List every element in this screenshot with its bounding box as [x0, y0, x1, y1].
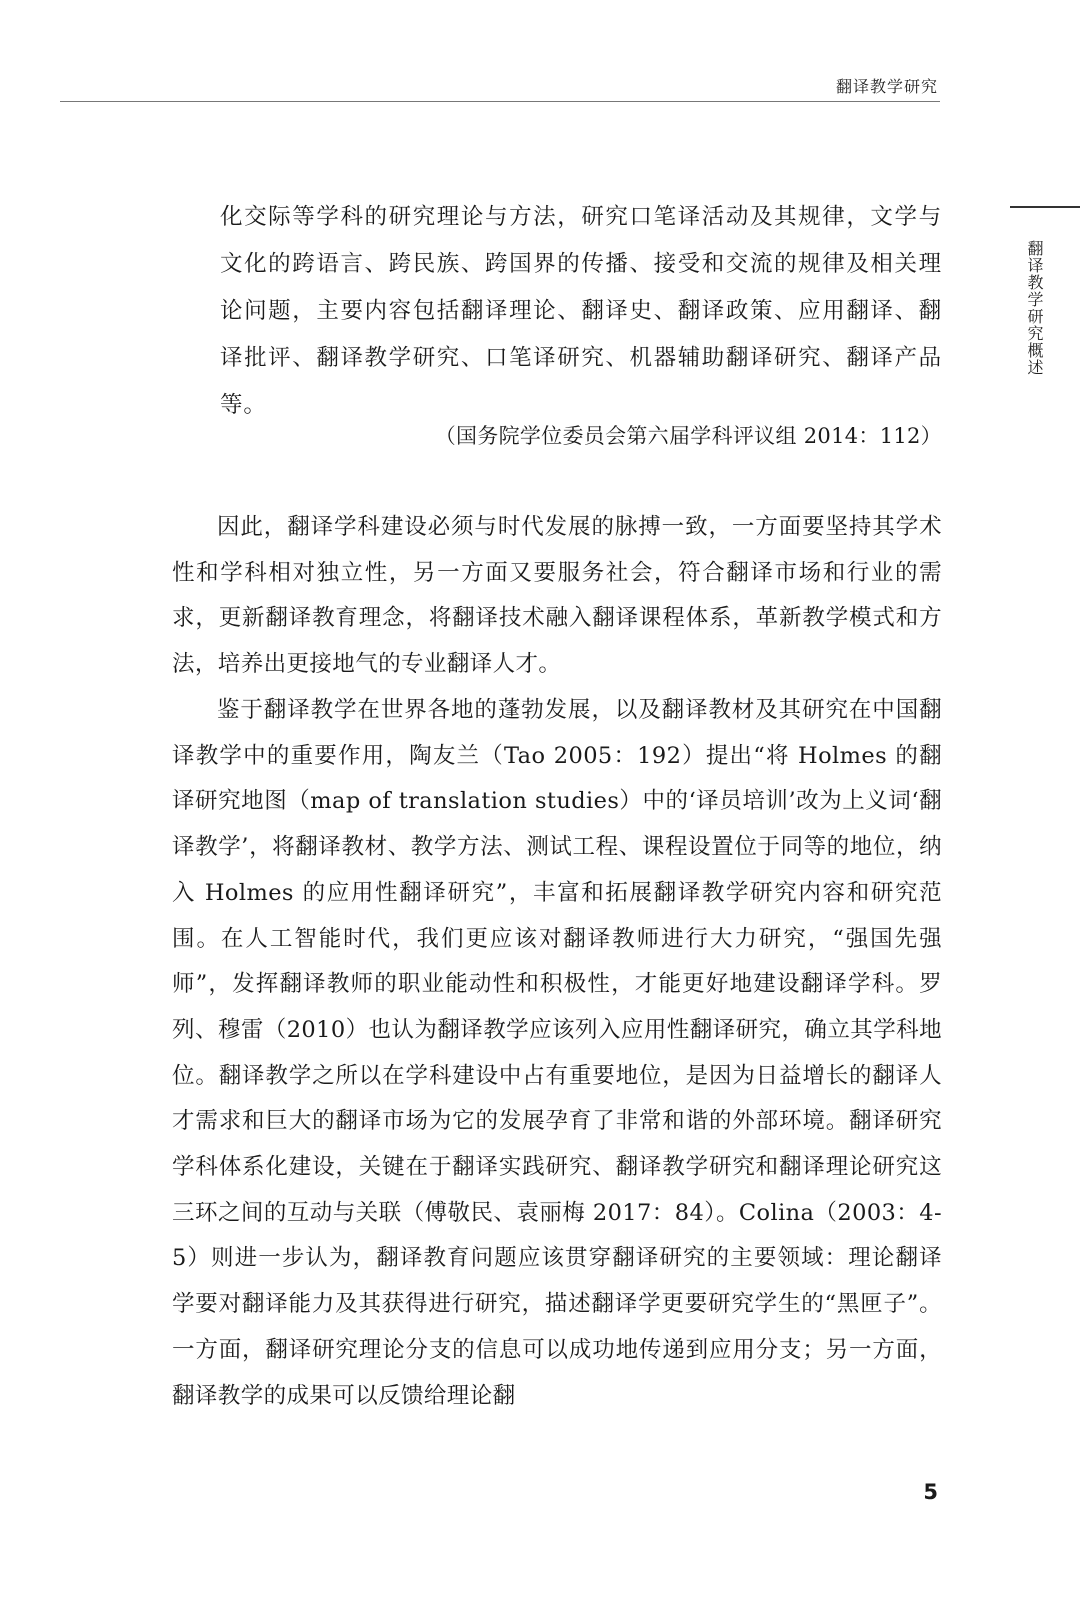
block-quote: 化交际等学科的研究理论与方法，研究口笔译活动及其规律，文学与文化的跨语言、跨民族、跨国界的传播、接受和交流的规律及相关理论问题，主要内容包括翻译理论、翻译史、翻译政策、应用翻译、翻译批评、翻译教学研究、口笔译研究、机器辅助翻译研究、翻译产品等。 — [220, 204, 942, 418]
chapter-side-tab: 翻译教学研究概述 — [1025, 240, 1044, 376]
side-tab-rule — [1010, 206, 1080, 208]
page-number: 5 — [923, 1480, 938, 1504]
header-rule — [60, 101, 940, 102]
running-head-title: 翻译教学研究 — [835, 77, 938, 96]
quote-citation: （国务院学位委员会第六届学科评议组 2014：112） — [434, 424, 942, 448]
body-paragraph-1: 因此，翻译学科建设必须与时代发展的脉搏一致，一方面要坚持其学术性和学科相对独立性，另一方面又要服务社会，符合翻译市场和行业的需求，更新翻译教育理念，将翻译技术融入翻译课程体系，革新教学模式和方法，培养出更接地气的专业翻译人才。 — [172, 514, 942, 678]
body-paragraph-2: 鉴于翻译教学在世界各地的蓬勃发展，以及翻译教材及其研究在中国翻译教学中的重要作用，陶友兰（Tao 2005：192）提出“将 Holmes 的翻译研究地图（map of translation studies）中的‘译员培训’改为上义词‘翻译教学’，将翻译教材、教学方法、测试工程、课程设置位于同等的地位，纳入 Holmes 的应用性翻译研究”，丰富和拓展翻译教学研究内容和研究范围。在人工智能时代，我们更应该对翻译教师进行大力研究，“强国先强师”，发挥翻译教师的职业能动性和积极性，才能更好地建设翻译学科。罗列、穆雷（2010）也认为翻译教学应该列入应用性翻译研究，确立其学科地位。翻译教学之所以在学科建设中占有重要地位，是因为日益增长的翻译人才需求和巨大的翻译市场为它的发展孕育了非常和谐的外部环境。翻译研究学科体系化建设，关键在于翻译实践研究、翻译教学研究和翻译理论研究这三环之间的互动与关联（傅敬民、袁丽梅 2017：84）。Colina（2003：4-5）则进一步认为，翻译教育问题应该贯穿翻译研究的主要领域：理论翻译学要对翻译能力及其获得进行研究，描述翻译学更要研究学生的“黑匣子”。一方面，翻译研究理论分支的信息可以成功地传递到应用分支；另一方面，翻译教学的成果可以反馈给理论翻 — [172, 697, 942, 1409]
